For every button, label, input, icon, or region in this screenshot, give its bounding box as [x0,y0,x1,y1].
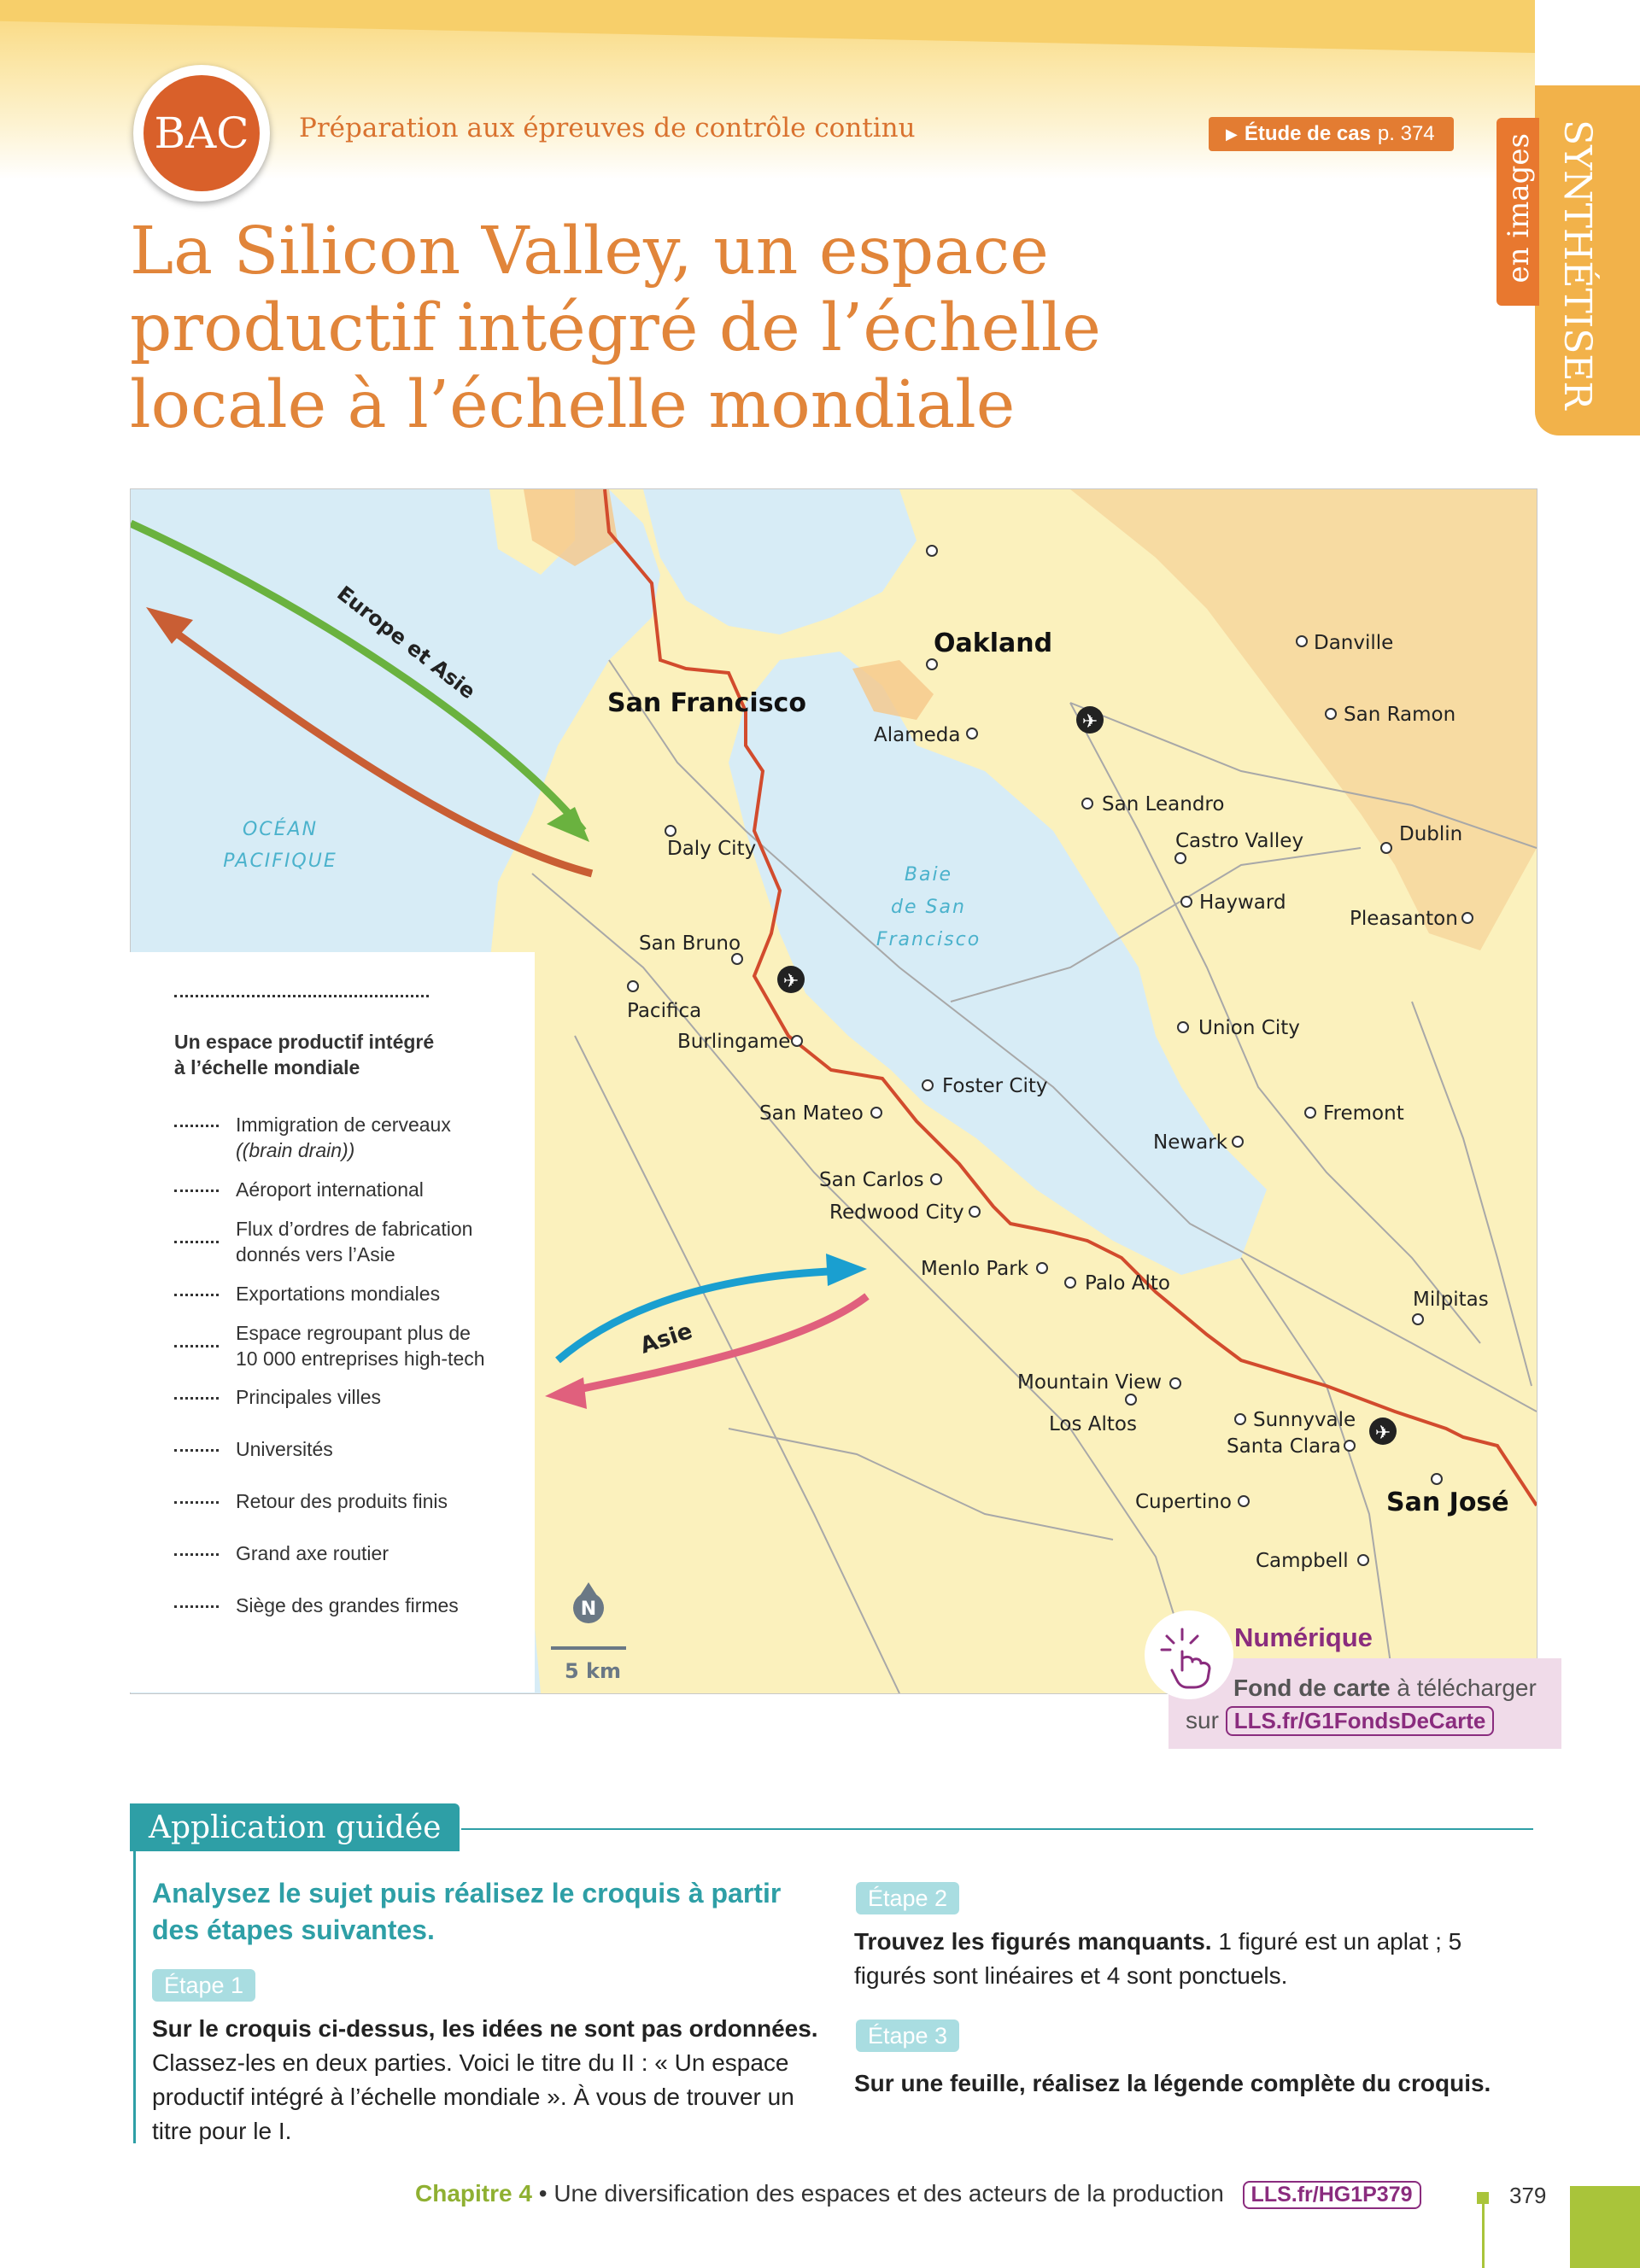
application-header: Application guidée [130,1803,460,1851]
case-study-link[interactable] [1209,117,1454,151]
city-label: Castro Valley [1175,830,1304,852]
legend-item: Aéroport international [236,1178,424,1201]
city-label: Daly City [667,838,757,860]
legend-symbol-blank [174,1241,219,1243]
city-label: Oakland [934,628,1053,658]
city-label: Union City [1198,1017,1300,1039]
legend-symbol-blank [174,1553,219,1556]
bay-label-2: de San [891,897,966,918]
ocean-label-1: OCÉAN [242,819,319,840]
svg-text:N: N [580,1599,597,1620]
legend-item: Retour des produits finis [236,1490,448,1512]
legend-item: Universités [236,1438,333,1460]
legend-item: Flux d’ordres de fabrication [236,1218,473,1240]
city-label: Dublin [1399,823,1463,845]
legend-item: Exportations mondiales [236,1283,441,1305]
step-2-tag: Étape 2 [856,1882,959,1914]
application-lead: Analysez le sujet puis réalisez le croquis à partir des étapes suivantes. [152,1878,782,1945]
city-label: San Mateo [759,1102,864,1125]
numerique-badge [1145,1610,1233,1699]
legend-title-blank [174,995,429,997]
city-label: Milpitas [1413,1289,1489,1311]
legend-symbol-blank [174,1294,219,1296]
case-study-page: p. 374 [1377,122,1435,145]
prep-subtitle: Préparation aux épreuves de contrôle continu [299,113,916,143]
step-1-tag: Étape 1 [152,1969,255,2002]
legend-section-title-2: à l’échelle mondiale [174,1056,360,1078]
city-label: Cupertino [1135,1491,1232,1513]
city-label: Campbell [1256,1550,1349,1572]
side-tab-label: SYNTHÉTISER [1555,120,1599,410]
city-label: Hayward [1199,891,1286,914]
numerique-link[interactable]: LLS.fr/G1FondsDeCarte [1226,1706,1495,1736]
page-title: La Silicon Valley, un espace productif intégré de l’échelle locale à l’échelle mondiale [130,213,1101,443]
step-3-text: Sur une feuille, réalisez la légende complète du croquis. [854,2070,1491,2096]
city-label: Fremont [1323,1102,1404,1125]
touch-hand-icon [1145,1610,1233,1699]
arrow-label-europe: Europe et Asie [332,581,480,704]
application-rule [461,1828,1533,1830]
airport-icon [1076,706,1104,734]
legend-symbol-blank [174,1605,219,1608]
bac-badge-label: BAC [144,75,260,191]
city-label: San Carlos [819,1169,924,1191]
city-label: San Ramon [1344,704,1456,726]
city-label: Palo Alto [1085,1272,1170,1295]
legend-item: Siège des grandes firmes [236,1594,459,1616]
city-label: Pacifica [627,1000,702,1022]
svg-text:✈: ✈ [1374,1422,1391,1443]
side-tab-sub-label: en images [1502,133,1536,284]
play-triangle-icon: ▶ [1226,125,1238,143]
city-label: Menlo Park [921,1258,1029,1280]
application-left-rule [133,1851,136,2143]
legend-symbol-blank [174,1190,219,1192]
svg-text:✈: ✈ [782,970,800,991]
step-1-text: Sur le croquis ci-dessus, les idées ne sont pas ordonnées. Classez-les en deux parties. Voici le titre du II : « Un espace productif intégré à l’échelle mondiale ». À vous de trouver un titre pour le I. [152,2015,818,2144]
legend-symbol-blank [174,1449,219,1452]
bac-badge [133,65,270,202]
city-label: Foster City [942,1075,1048,1097]
side-tab-sub [1496,118,1539,306]
numerique-line-1: Fond de carte à télécharger [1233,1675,1537,1701]
side-tab-synthetiser [1535,85,1640,435]
legend-section-title-1: Un espace productif intégré [174,1031,435,1053]
svg-text:✈: ✈ [1081,710,1098,732]
map-legend [130,952,535,1692]
footer-marker [1477,2192,1489,2204]
city-label: Pleasanton [1350,908,1458,930]
footer-block [1570,2186,1640,2268]
city-label: Redwood City [829,1201,964,1224]
scale-label: 5 km [565,1659,622,1683]
step-2-text: Trouvez les figurés manquants. 1 figuré est un aplat ; 5 figurés sont linéaires et 4 sont ponctuels. [854,1928,1462,1989]
bay-label-1: Baie [904,864,953,886]
page-number: 379 [1509,2183,1547,2208]
city-label: San Leandro [1102,793,1225,815]
footer-marker-line [1482,2204,1485,2268]
bay-label-3: Francisco [876,929,981,950]
footer: Chapitre 4 • Une diversification des espaces et des acteurs de la production LLS.fr/HG1P379 [415,2180,1421,2209]
ocean-label-2: PACIFIQUE [223,850,337,872]
legend-symbol-blank [174,1397,219,1400]
legend-item-sub: ((brain drain)) [236,1139,355,1161]
airport-icon [777,966,805,993]
legend-symbol-blank [174,1345,219,1347]
footer-chapter-title: Une diversification des espaces et des acteurs de la production [554,2180,1224,2207]
legend-item-sub: 10 000 entreprises high-tech [236,1347,485,1370]
city-label: Danville [1314,632,1394,654]
legend-symbol-blank [174,1125,219,1127]
numerique-line-2: sur LLS.fr/G1FondsDeCarte [1186,1706,1494,1736]
legend-item: Espace regroupant plus de [236,1322,471,1344]
arrow-label-asie: Asie [636,1318,696,1359]
legend-item-sub: donnés vers l’Asie [236,1243,395,1266]
city-label: Sunnyvale [1253,1409,1356,1431]
legend-symbol-blank [174,1501,219,1504]
city-label: Los Altos [1049,1413,1137,1435]
footer-chapter: Chapitre 4 [415,2180,532,2207]
city-label: Alameda [874,724,961,746]
city-label: Santa Clara [1227,1435,1341,1458]
legend-item: Immigration de cerveaux [236,1114,451,1136]
legend-item: Grand axe routier [236,1542,389,1564]
city-label: San Bruno [639,932,741,955]
legend-item: Principales villes [236,1386,382,1408]
airport-icon [1369,1418,1397,1445]
footer-link[interactable]: LLS.fr/HG1P379 [1243,2181,1421,2209]
city-label: Newark [1153,1131,1228,1154]
numerique-title: Numérique [1234,1622,1373,1652]
city-label: Mountain View [1017,1371,1163,1394]
case-study-label: Étude de cas [1244,122,1371,145]
step-3-tag: Étape 3 [856,2020,959,2052]
city-label: Burlingame [677,1031,791,1053]
city-label: San José [1386,1488,1509,1517]
city-label: San Francisco [607,688,806,718]
arrow-europe-asie-in [131,523,583,831]
